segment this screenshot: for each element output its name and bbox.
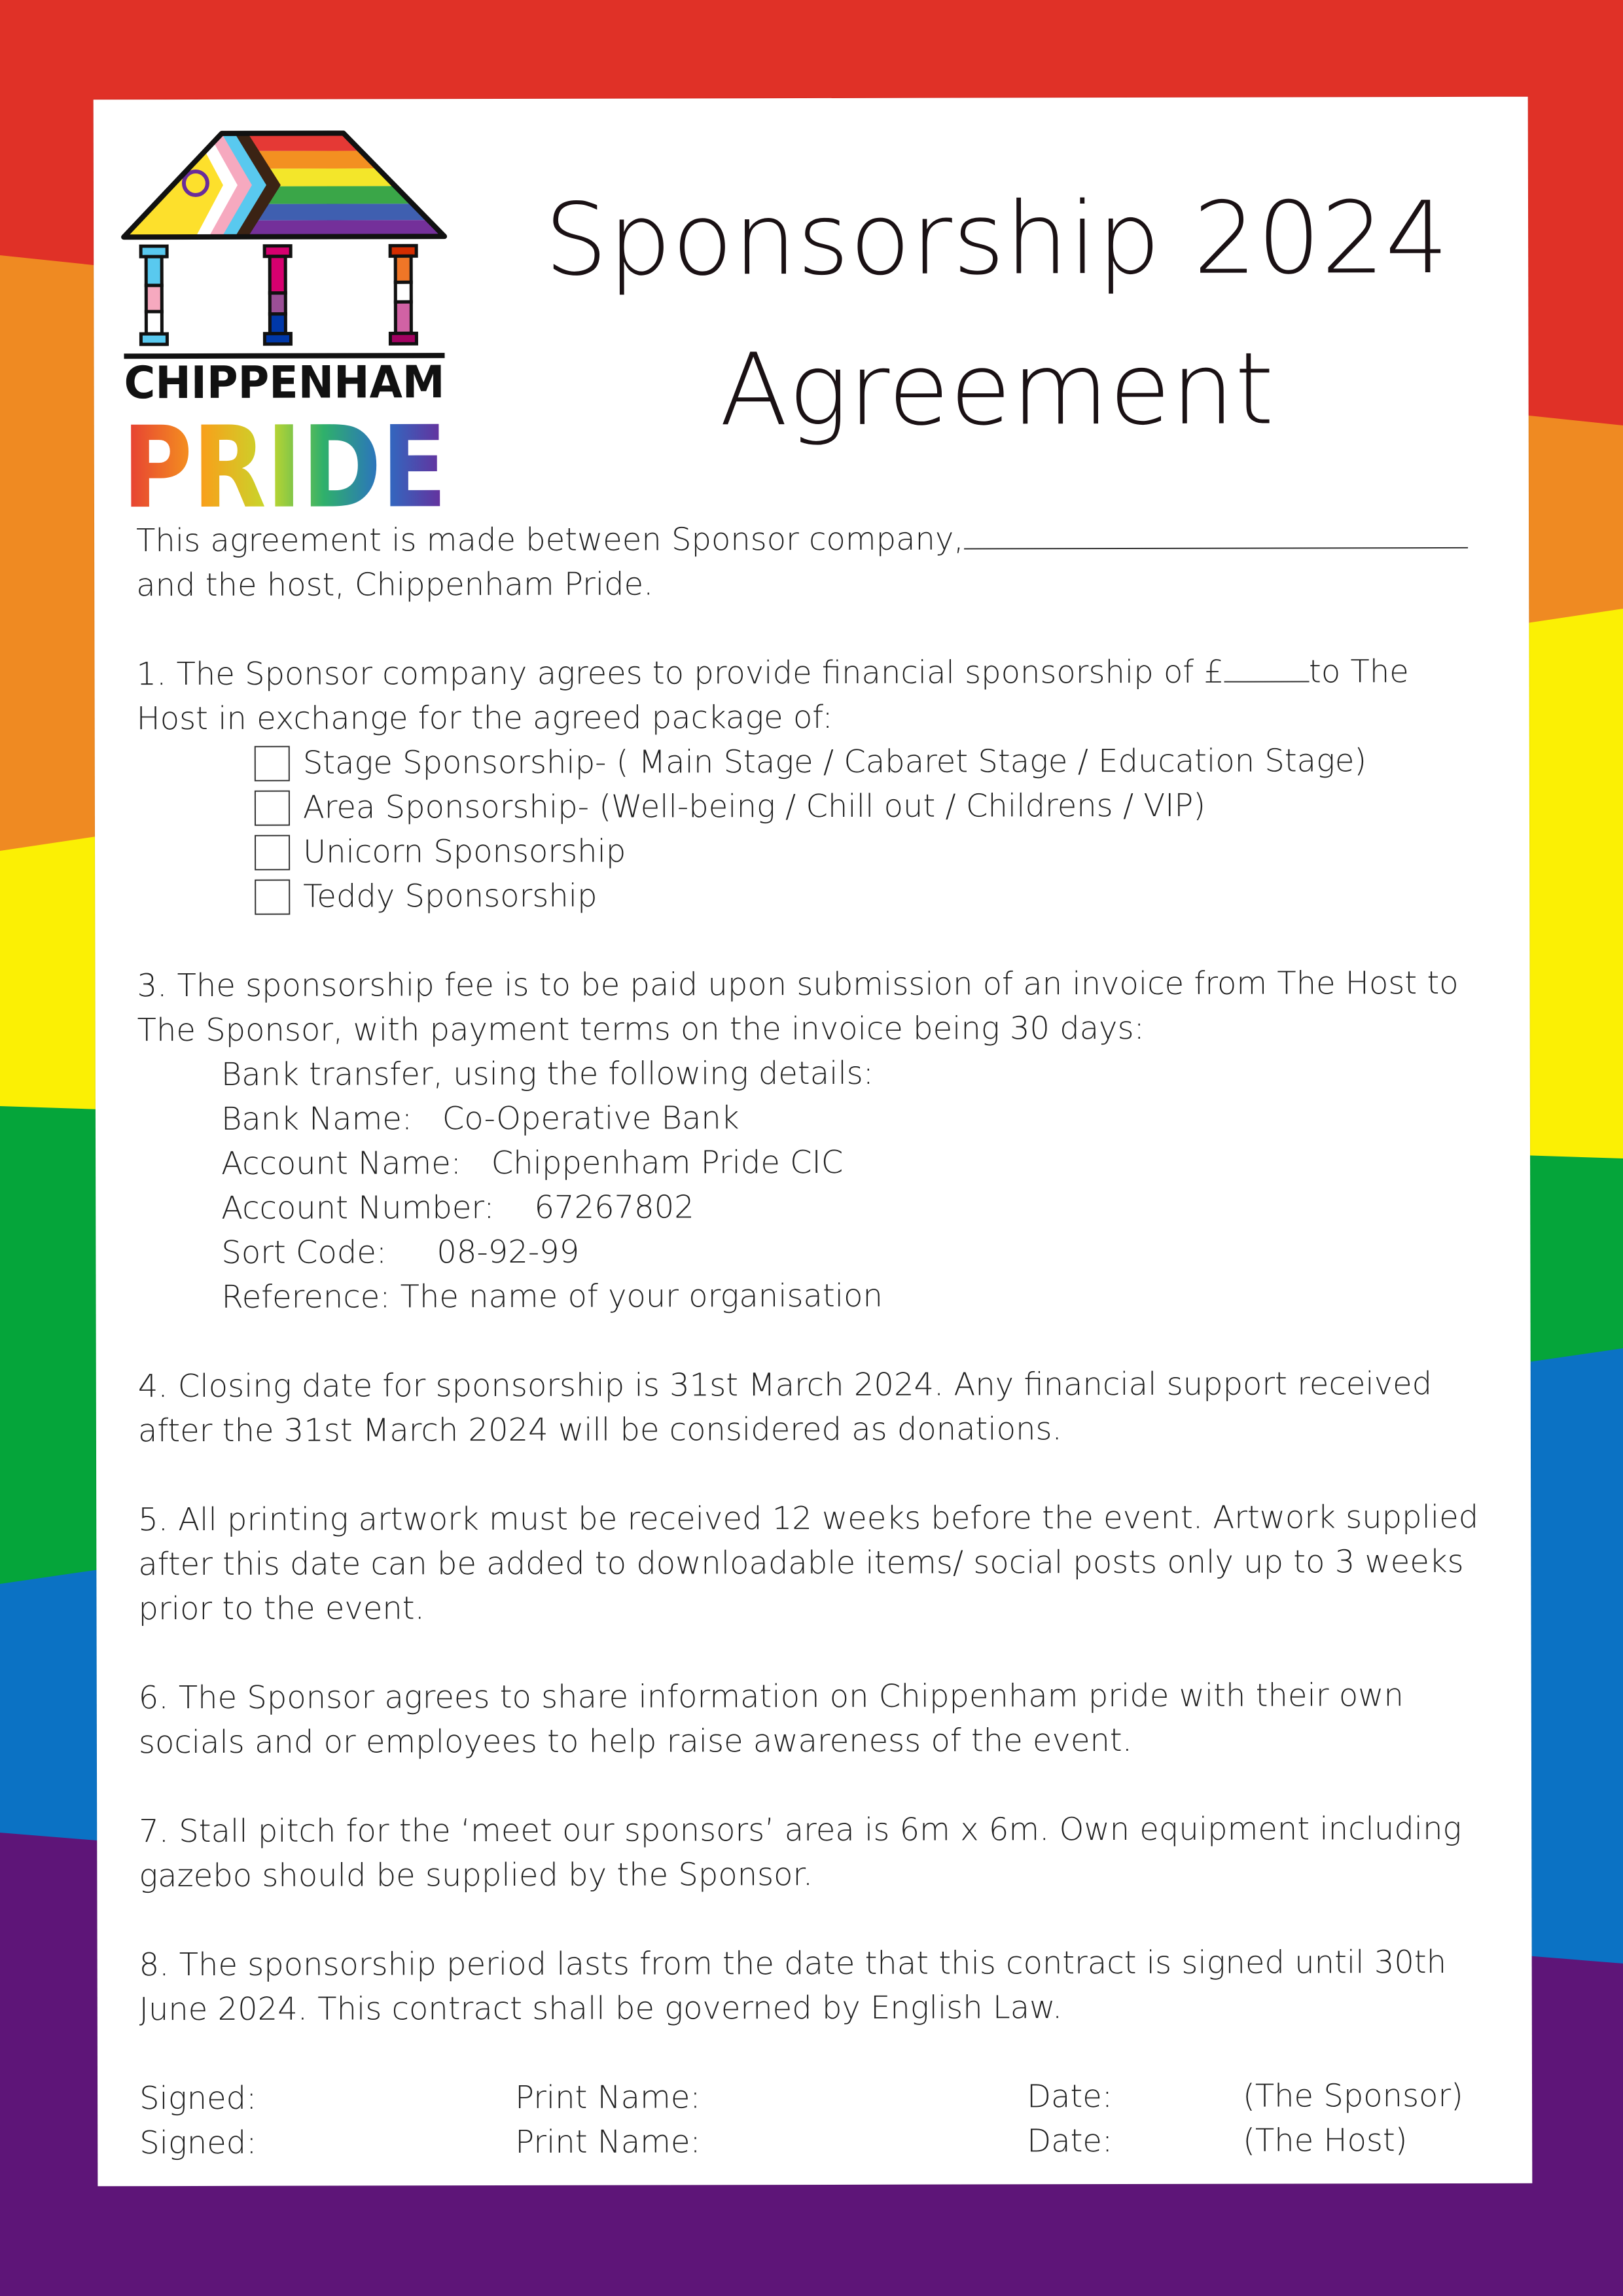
- bank-details-line: Account Number: 67267802: [221, 1189, 694, 1227]
- clause-8-line: 8. The sponsorship period lasts from the date that this contract is signed until 30th: [139, 1943, 1447, 1984]
- intro-host-line: and the host, Chippenham Pride.: [136, 565, 654, 604]
- clause-5-line: prior to the event.: [138, 1590, 425, 1628]
- option-label: Unicorn Sponsorship: [303, 833, 626, 870]
- intro-text: This agreement is made between Sponsor company,: [136, 520, 964, 560]
- signature-row-host: [139, 2118, 1488, 2165]
- option-stage-sponsorship: [137, 738, 1485, 785]
- clause-3-line-2: The Sponsor, with payment terms on the invoice being 30 days:: [137, 1009, 1145, 1049]
- clause-6-line: 6. The Sponsor agrees to share information on Chippenham pride with their own: [138, 1677, 1404, 1717]
- logo-text-chippenham: CHIPPENHAM: [124, 357, 460, 410]
- signed-label: Signed:: [139, 2124, 257, 2162]
- signature-row-sponsor: [139, 2073, 1488, 2121]
- checkbox-area-sponsorship[interactable]: [255, 791, 290, 826]
- print-name-label: Print Name:: [515, 2123, 701, 2161]
- bank-details-line: Bank Name: Co-Operative Bank: [221, 1100, 740, 1138]
- agreement-body: [136, 516, 1488, 2165]
- clause-5-line: after this date can be added to downloadable items/ social posts only up to 3 weeks: [138, 1543, 1464, 1583]
- sponsor-company-field[interactable]: [964, 521, 1468, 550]
- clause-6-line: socials and or employees to help raise awareness of the event.: [138, 1721, 1133, 1761]
- checkbox-stage-sponsorship[interactable]: [255, 746, 290, 781]
- bank-details-line: Bank transfer, using the following details:: [221, 1054, 874, 1093]
- checkbox-unicorn-sponsorship[interactable]: [255, 835, 290, 870]
- date-label: Date:: [1026, 2078, 1113, 2115]
- print-name-label: Print Name:: [515, 2079, 701, 2116]
- intro-line: [136, 516, 1484, 563]
- clause-1-line-2: Host in exchange for the agreed package of:: [136, 698, 833, 738]
- bank-details-line: Reference: The name of your organisation: [221, 1277, 883, 1316]
- logo-text-pride: PRIDE: [122, 401, 504, 534]
- option-unicorn-sponsorship: [137, 827, 1485, 874]
- page-title-line-1: Sponsorship 2024: [544, 179, 1450, 298]
- option-teddy-sponsorship: [137, 872, 1485, 919]
- clause-1-text-end: to The: [1308, 653, 1409, 691]
- clause-5-line: 5. All printing artwork must be received 12 weeks before the event. Artwork supplied: [138, 1498, 1479, 1539]
- option-label: Area Sponsorship- (Well-being / Chill out / Childrens / VIP): [302, 787, 1206, 826]
- clause-7-line: 7. Stall pitch for the ‘meet our sponsors’ area is 6m x 6m. Own equipment including: [139, 1810, 1462, 1850]
- option-label: Teddy Sponsorship: [303, 877, 597, 915]
- clause-4-line: after the 31st March 2024 will be considered as donations.: [137, 1410, 1062, 1450]
- checkbox-teddy-sponsorship[interactable]: [255, 880, 290, 915]
- party-label: (The Sponsor): [1242, 2077, 1463, 2115]
- clause-7-line: gazebo should be supplied by the Sponsor.: [139, 1856, 813, 1895]
- chippenham-pride-logo: [117, 120, 504, 534]
- clause-8-line: June 2024. This contract shall be governed by English Law.: [139, 1989, 1063, 2028]
- signed-label: Signed:: [139, 2079, 257, 2117]
- option-area-sponsorship: [137, 783, 1485, 830]
- option-label: Stage Sponsorship- ( Main Stage / Cabaret Stage / Education Stage): [302, 742, 1367, 781]
- clause-1-line: [136, 649, 1484, 696]
- agreement-sheet: [94, 97, 1533, 2187]
- clause-1-text: 1. The Sponsor company agrees to provide financial sponsorship of £: [136, 653, 1224, 693]
- date-label: Date:: [1027, 2123, 1113, 2160]
- party-label: (The Host): [1243, 2122, 1408, 2159]
- page-title-line-2: Agreement: [719, 331, 1275, 448]
- clause-3-line-1: 3. The sponsorship fee is to be paid upon submission of an invoice from The Host to: [137, 964, 1459, 1005]
- bank-details-line: Account Name: Chippenham Pride CIC: [221, 1143, 844, 1182]
- bank-details-line: Sort Code: 08-92-99: [221, 1233, 580, 1271]
- sponsorship-amount-field[interactable]: [1224, 655, 1309, 682]
- clause-4-line: 4. Closing date for sponsorship is 31st March 2024. Any financial support received: [137, 1365, 1433, 1405]
